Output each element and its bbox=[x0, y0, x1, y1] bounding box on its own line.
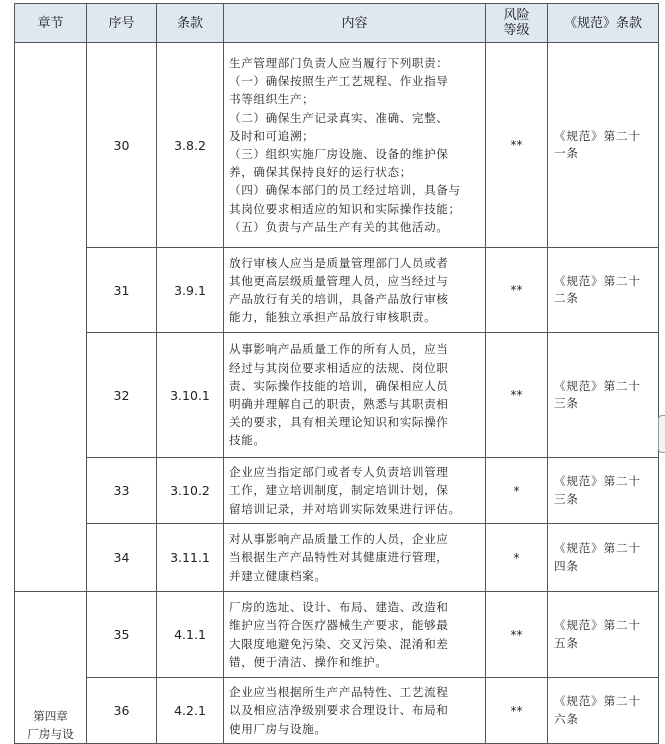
header-row bbox=[15, 4, 659, 43]
table-row bbox=[15, 333, 659, 458]
seq-cell: 33 bbox=[87, 458, 157, 524]
content-cell: 放行审核人应当是质量管理部门人员或者 其他更高层级质量管理人员，应当经过与 产品放行有关的培训，具备产品放行审核 能力，能独立承担产品放行审核职责。 bbox=[224, 248, 486, 333]
checklist-table bbox=[14, 3, 659, 744]
chapter-cell bbox=[15, 592, 87, 744]
seq-cell: 35 bbox=[87, 592, 157, 678]
seq-cell: 31 bbox=[87, 248, 157, 333]
risk-cell: ** bbox=[486, 248, 548, 333]
spec-cell: 《规范》第二十 一条 bbox=[548, 43, 659, 248]
clause-cell: 3.10.1 bbox=[157, 333, 224, 458]
risk-cell: ** bbox=[486, 333, 548, 458]
risk-cell: ** bbox=[486, 592, 548, 678]
chapter-title-line1: 第四章 bbox=[33, 709, 68, 723]
content-cell: 企业应当指定部门或者专人负责培训管理 工作，建立培训制度，制定培训计划，保 留培训记录，并对培训实际效果进行评估。 bbox=[224, 458, 486, 524]
header-spec: 《规范》条款 bbox=[548, 4, 659, 43]
content-cell: 对从事影响产品质量工作的人员，企业应 当根据生产产品特性对其健康进行管理， 并建立健康档案。 bbox=[224, 524, 486, 592]
spec-cell: 《规范》第二十 二条 bbox=[548, 248, 659, 333]
header-chapter: 章节 bbox=[15, 4, 87, 43]
content-cell: 企业应当根据所生产产品特性、工艺流程 以及相应洁净级别要求合理设计、布局和 使用厂房与设施。 bbox=[224, 678, 486, 744]
seq-cell: 36 bbox=[87, 678, 157, 744]
spec-cell: 《规范》第二十 六条 bbox=[548, 678, 659, 744]
seq-cell: 32 bbox=[87, 333, 157, 458]
content-cell: 厂房的选址、设计、布局、建造、改造和 维护应当符合医疗器械生产要求，能够最 大限度地避免污染、交叉污染、混淆和差 错，便于清洁、操作和维护。 bbox=[224, 592, 486, 678]
risk-cell: ** bbox=[486, 678, 548, 744]
table-row bbox=[15, 678, 659, 744]
chapter-title-line2: 厂房与设 bbox=[27, 727, 74, 741]
header-clause: 条款 bbox=[157, 4, 224, 43]
clause-cell: 3.9.1 bbox=[157, 248, 224, 333]
risk-cell: * bbox=[486, 524, 548, 592]
clause-cell: 4.1.1 bbox=[157, 592, 224, 678]
content-cell: 从事影响产品质量工作的所有人员，应当 经过与其岗位要求相适应的法规、岗位职 责、实际操作技能的培训，确保相应人员 明确并理解自己的职责，熟悉与其职责相 关的要求，具有相关理论知识和实际操作 技能。 bbox=[224, 333, 486, 458]
table-row bbox=[15, 592, 659, 678]
spec-cell: 《规范》第二十 三条 bbox=[548, 333, 659, 458]
table-row bbox=[15, 524, 659, 592]
clause-cell: 3.10.2 bbox=[157, 458, 224, 524]
table-row bbox=[15, 458, 659, 524]
header-content: 内容 bbox=[224, 4, 486, 43]
header-seq: 序号 bbox=[87, 4, 157, 43]
header-risk: 风险 等级 bbox=[486, 4, 548, 43]
clause-cell: 3.8.2 bbox=[157, 43, 224, 248]
risk-cell: ** bbox=[486, 43, 548, 248]
clause-cell: 3.11.1 bbox=[157, 524, 224, 592]
content-cell: 生产管理部门负责人应当履行下列职责： （一）确保按照生产工艺规程、作业指导 书等组织生产； （二）确保生产记录真实、准确、完整、 及时和可追溯； （三）组织实施厂房设施、设备的维护保 养，确保其保持良好的运行状态； （四）确保本部门的员工经过培训，具备与 其岗位要求相适应的知识和实际操作技能； （五）负责与产品生产有关的其他活动。 bbox=[224, 43, 486, 248]
spec-cell: 《规范》第二十 五条 bbox=[548, 592, 659, 678]
spec-cell: 《规范》第二十 四条 bbox=[548, 524, 659, 592]
seq-cell: 34 bbox=[87, 524, 157, 592]
table-row bbox=[15, 43, 659, 248]
risk-cell: * bbox=[486, 458, 548, 524]
chapter-cell bbox=[15, 43, 87, 592]
scrollbar-handle[interactable] bbox=[658, 415, 665, 453]
clause-cell: 4.2.1 bbox=[157, 678, 224, 744]
spec-cell: 《规范》第二十 三条 bbox=[548, 458, 659, 524]
seq-cell: 30 bbox=[87, 43, 157, 248]
table-row bbox=[15, 248, 659, 333]
